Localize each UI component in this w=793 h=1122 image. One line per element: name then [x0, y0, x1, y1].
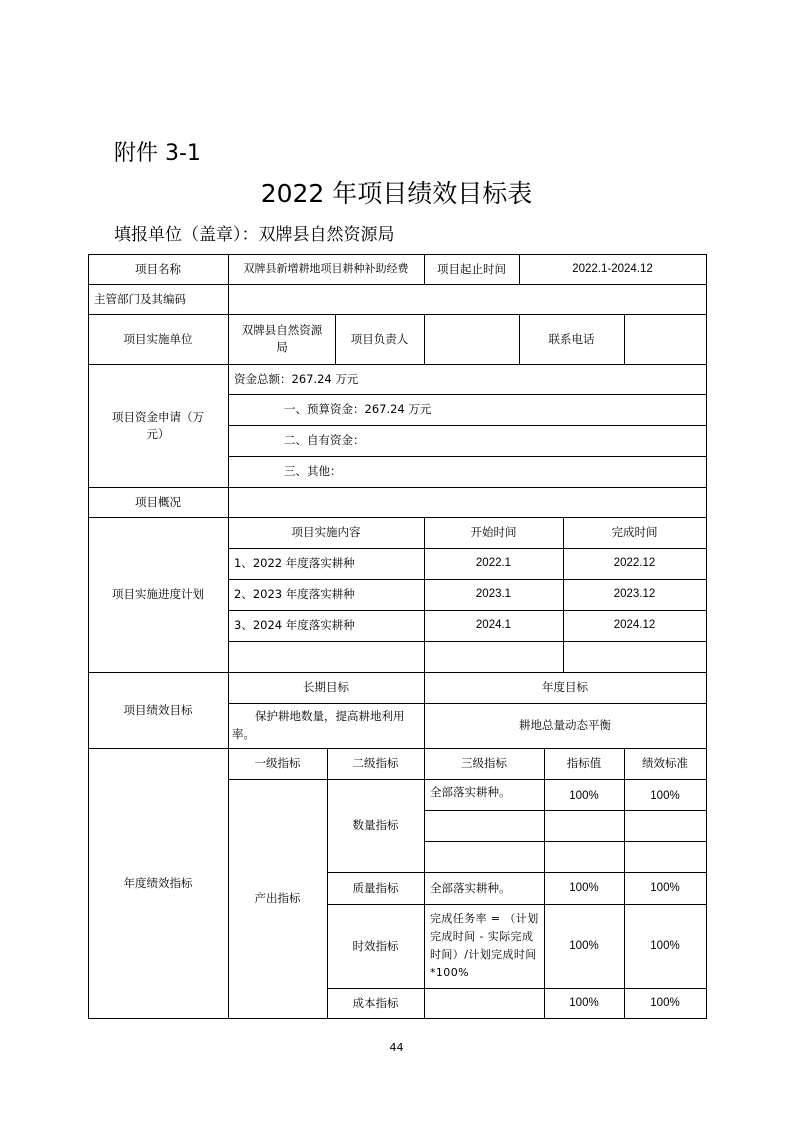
- schedule-header-content: 项目实施内容: [291, 525, 361, 540]
- quantity-standard: 100%: [650, 790, 680, 802]
- quantity-desc: 全部落实耕种。: [430, 785, 511, 799]
- funds-own: 二、自有资金：: [284, 433, 365, 448]
- schedule-row-end: [563, 641, 706, 672]
- project-period: 2022.1-2024.12: [572, 262, 653, 275]
- project-name: 双牌县新增耕地项目耕种补助经费: [243, 262, 409, 276]
- long-term-goal-label: 长期目标: [303, 680, 349, 695]
- page-title: 2022 年项目绩效目标表: [260, 179, 533, 208]
- page-number: 44: [389, 1041, 404, 1054]
- schedule-label: 项目实施进度计划: [112, 587, 204, 602]
- quality-desc: 全部落实耕种。: [430, 880, 511, 895]
- schedule-row-start: 2023.1: [475, 588, 512, 601]
- schedule-header-end: 完成时间: [611, 525, 658, 540]
- schedule-row-content: 2、2023 年度落实耕种: [234, 587, 355, 602]
- quantity-desc: [424, 810, 544, 841]
- schedule-row-start: 2024.1: [475, 619, 512, 632]
- annual-goal: 耕地总量动态平衡: [519, 718, 611, 733]
- funds-total: 资金总额：267.24 万元: [234, 371, 359, 386]
- quality-indicator-label: 质量指标: [352, 880, 399, 895]
- cost-indicator-label: 成本指标: [352, 995, 399, 1010]
- reporting-unit: 填报单位（盖章）：双牌县自然资源局: [114, 225, 395, 245]
- indicators-label: 年度绩效指标: [123, 875, 193, 890]
- phone-value: [624, 314, 706, 364]
- annual-goal-label: 年度目标: [542, 680, 588, 695]
- funds-label: 项目资金申请（万元）: [112, 409, 204, 441]
- project-name-label: 项目名称: [135, 261, 181, 276]
- project-period-label: 项目起止时间: [437, 261, 506, 276]
- overview-value: [228, 487, 706, 517]
- cost-desc: [424, 988, 544, 1018]
- quantity-value: [544, 841, 624, 872]
- cost-standard: 100%: [650, 996, 680, 1009]
- quantity-desc: [424, 841, 544, 872]
- schedule-header-start: 开始时间: [470, 525, 517, 540]
- schedule-row-end: 2022.12: [613, 557, 656, 570]
- leader-value: [424, 314, 519, 364]
- quantity-value: [544, 810, 624, 841]
- indicator-header-level3: 三级指标: [461, 756, 507, 771]
- indicator-header-standard: 绩效标准: [642, 756, 688, 771]
- impl-unit: 双牌县自然资源局: [241, 323, 323, 354]
- funds-other: 三、其他：: [284, 464, 342, 479]
- level1-output: 产出指标: [254, 891, 301, 906]
- impl-unit-label: 项目实施单位: [123, 331, 193, 346]
- timeliness-desc: 完成任务率 = （计划完成时间 - 实际完成时间）/计划完成时间*100%: [430, 911, 539, 980]
- quantity-standard: [624, 810, 706, 841]
- quantity-indicator-label: 数量指标: [352, 818, 399, 833]
- overview-label: 项目概况: [135, 494, 181, 509]
- timeliness-value: 100%: [569, 939, 599, 952]
- quality-value: 100%: [569, 881, 599, 894]
- schedule-row-start: 2022.1: [475, 557, 512, 570]
- long-term-goal: 保护耕地数量，提高耕地利用率。: [232, 708, 405, 741]
- schedule-row-content: 3、2024 年度落实耕种: [234, 618, 355, 633]
- schedule-row-end: 2024.12: [613, 619, 656, 632]
- schedule-row-start: [424, 641, 563, 672]
- phone-label: 联系电话: [548, 331, 595, 346]
- indicator-header-level1: 一级指标: [254, 756, 301, 771]
- dept-value: [228, 284, 706, 314]
- indicator-header-value: 指标值: [566, 756, 602, 771]
- timeliness-standard: 100%: [650, 939, 680, 952]
- attachment-label: 附件 3-1: [114, 141, 201, 166]
- quality-standard: 100%: [650, 881, 680, 894]
- funds-budget: 一、预算资金：267.24 万元: [284, 402, 432, 417]
- schedule-row-content: [228, 641, 424, 672]
- leader-label: 项目负责人: [350, 331, 409, 346]
- dept-label: 主管部门及其编码: [94, 291, 186, 306]
- goals-label: 项目绩效目标: [123, 702, 193, 717]
- indicator-header-level2: 二级指标: [352, 756, 399, 771]
- quantity-value: 100%: [569, 790, 599, 802]
- schedule-row-content: 1、2022 年度落实耕种: [234, 556, 355, 571]
- schedule-row-end: 2023.12: [613, 588, 656, 601]
- timeliness-indicator-label: 时效指标: [352, 938, 399, 953]
- quantity-standard: [624, 841, 706, 872]
- cost-value: 100%: [569, 996, 599, 1009]
